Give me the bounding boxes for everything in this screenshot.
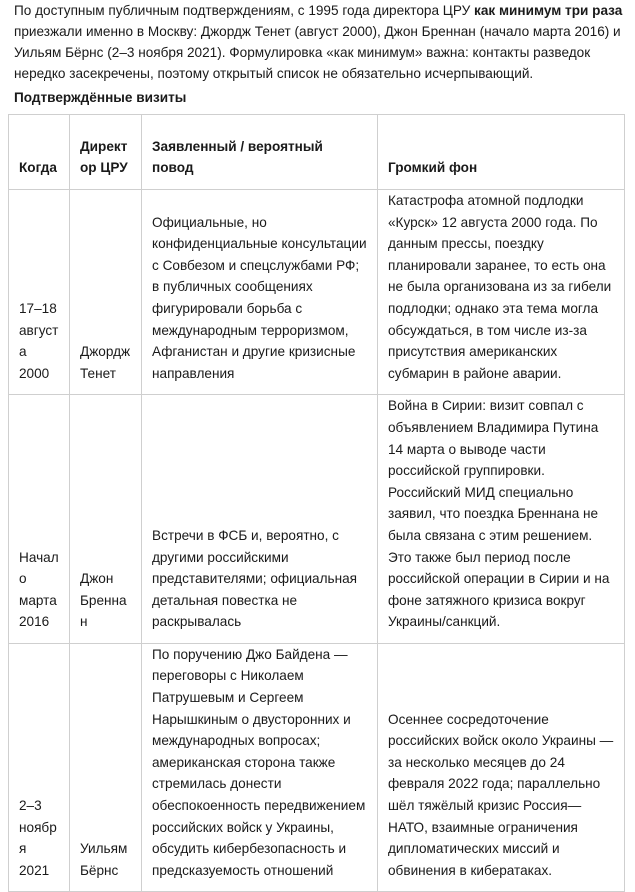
cell-background: Осеннее сосредоточение российских войск около Украины — за несколько месяцев до 24 февраля 2022 года; параллельно шёл тяжёлый кризис Россия—НАТО, взаимные ограничения дипломатических миссий и обвинения в кибератаках.: [378, 643, 625, 892]
cell-when: 17–18 августа 2000: [9, 190, 70, 395]
table-header-row: [9, 115, 625, 190]
intro-emphasis: как минимум три раза: [474, 3, 623, 18]
header-reason: Заявленный / вероятный повод: [142, 115, 378, 190]
visits-table: [8, 114, 625, 892]
cell-director: Джордж Тенет: [70, 190, 142, 395]
cell-director: Джон Бреннан: [70, 395, 142, 644]
cell-reason: Официальные, но конфиденциальные консультации с Совбезом и спецслужбами РФ; в публичных сообщениях фигурировали борьба с международным терроризмом, Афганистан и другие кризисные направления: [142, 190, 378, 395]
intro-text-end: приезжали именно в Москву: Джордж Тенет (август 2000), Джон Бреннан (начало марта 2016) и Уильям Бёрнс (2–3 ноября 2021). Формулировка «как минимум» важна: контакты разведок нередко засекречены, поэтому открытый список не обязательно исчерпывающий.: [14, 24, 621, 81]
header-when: Когда: [9, 115, 70, 190]
table-row: [9, 643, 625, 892]
header-background: Громкий фон: [378, 115, 625, 190]
cell-background: Катастрофа атомной подлодки «Курск» 12 августа 2000 года. По данным прессы, поездку планировали заранее, то есть она не была организована из за гибели подлодки; однако эта тема могла обсуждаться, в том числе из-за присутствия американских субмарин в районе аварии.: [378, 190, 625, 395]
cell-background: Война в Сирии: визит совпал с объявлением Владимира Путина 14 марта о выводе части российской группировки. Российский МИД специально заявил, что поездка Бреннана не была связана с этим решением. Это также был период после российской операции в Сирии и на фоне затяжного кризиса вокруг Украины/санкций.: [378, 395, 625, 644]
cell-when: Начало марта 2016: [9, 395, 70, 644]
cell-director: Уильям Бёрнс: [70, 643, 142, 892]
section-heading: Подтверждённые визиты: [14, 90, 187, 105]
intro-text-start: По доступным публичным подтверждениям, с 1995 года директора ЦРУ: [14, 3, 475, 18]
cell-reason: По поручению Джо Байдена — переговоры с Николаем Патрушевым и Сергеем Нарышкиным о двусторонних и международных вопросах; американская сторона также стремилась донести обеспокоенность передвижением российских войск у Украины, обсудить кибербезопасность и предсказуемость отношений: [142, 643, 378, 892]
table-row: [9, 190, 625, 395]
cell-when: 2–3 ноября 2021: [9, 643, 70, 892]
header-director: Директор ЦРУ: [70, 115, 142, 190]
intro-paragraph: [14, 0, 624, 84]
table-row: [9, 395, 625, 644]
cell-reason: Встречи в ФСБ и, вероятно, с другими российскими представителями; официальная детальная повестка не раскрывалась: [142, 395, 378, 644]
